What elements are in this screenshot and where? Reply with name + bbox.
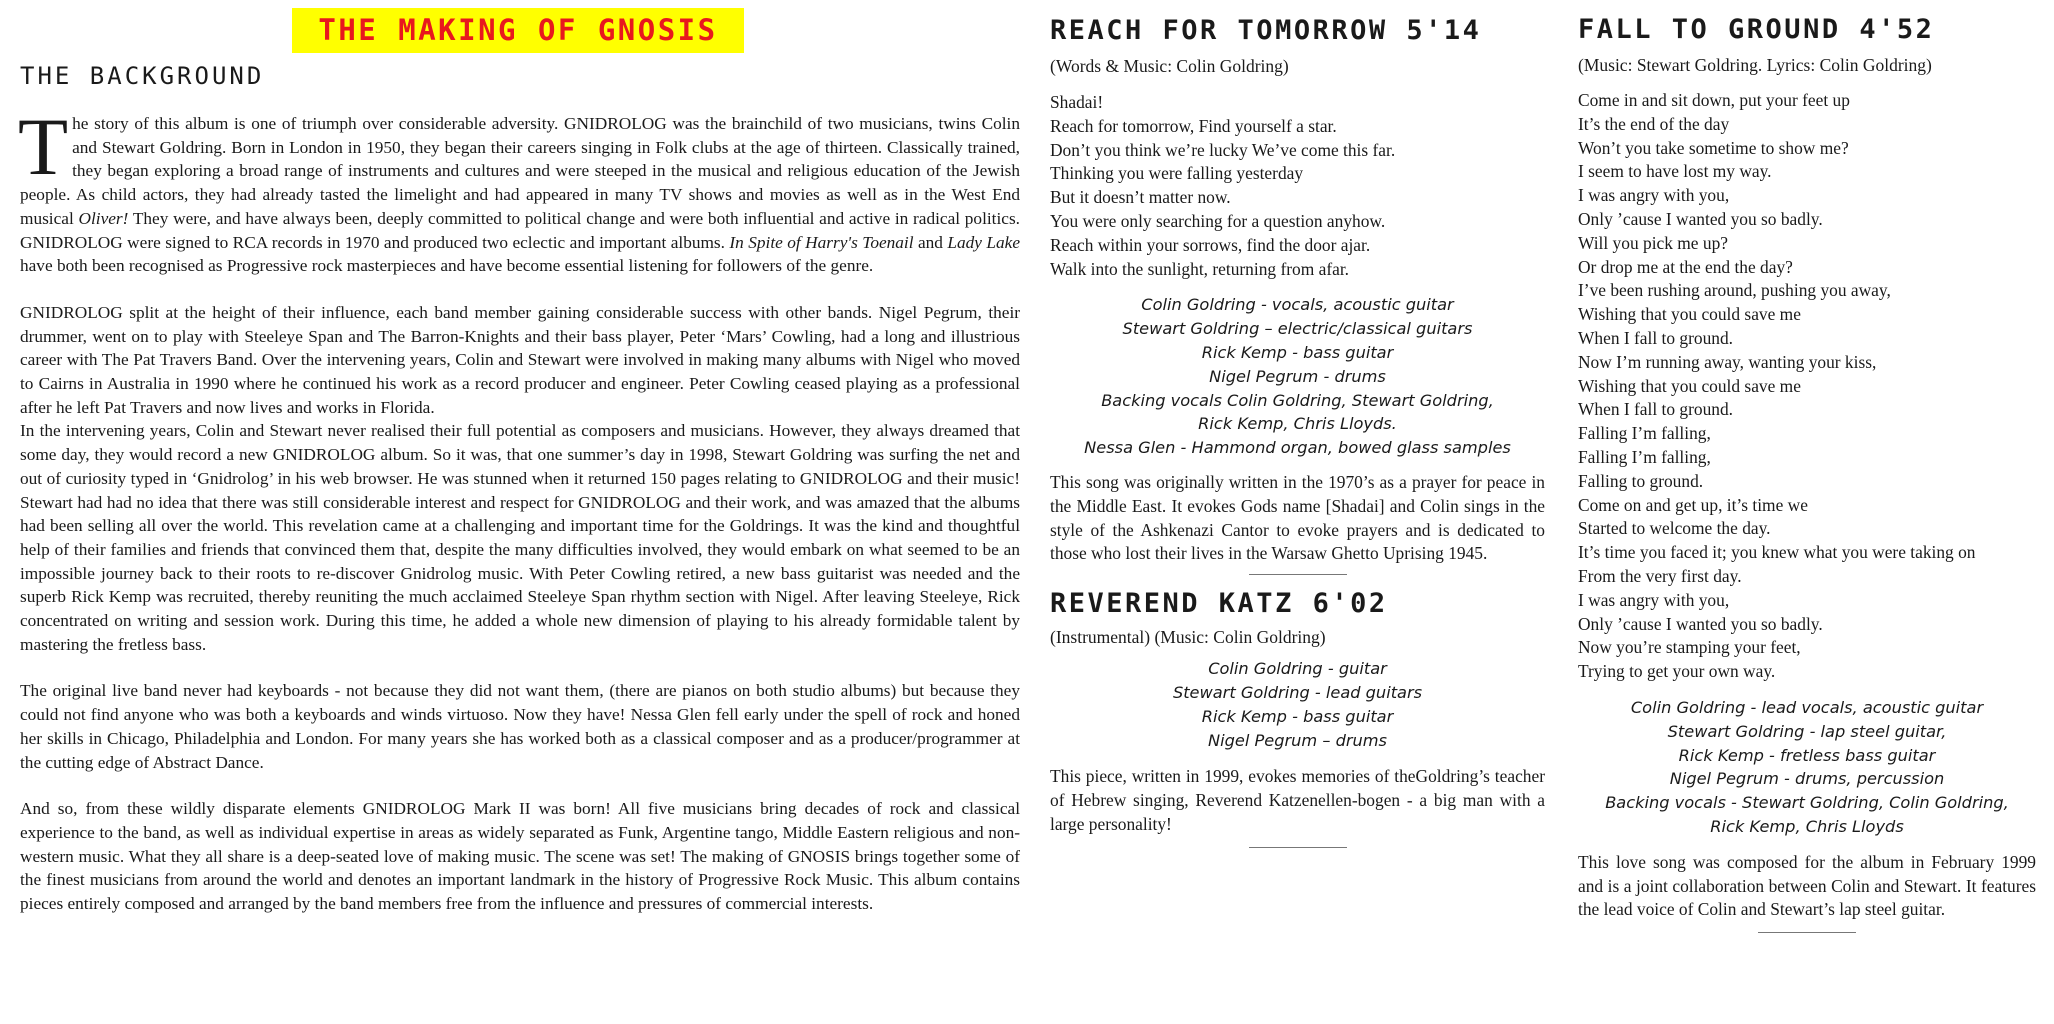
lyric-line: But it doesn’t matter now. xyxy=(1050,187,1231,208)
lyric-line: You were only searching for a question anyhow. xyxy=(1050,210,1386,231)
page-title: THE MAKING OF GNOSIS xyxy=(292,8,744,53)
album-title-1: In Spite of Harry's Toenail xyxy=(729,232,914,252)
background-paragraph-5: And so, from these wildly disparate elements GNIDROLOG Mark II was born! All five musicians bring decades of rock and classical experience to the band, as well as individual expertise in areas as widely separated as Funk, Argentine tango, Middle Eastern religious and non-western music. What they all share is a deep-seated love of making music. The scene was set! The making of GNOSIS brings together some of the finest musicians from around the world and denotes an important landmark in the history of Progressive Rock Music. This album contains pieces entirely composed and arranged by the band members free from the influence and pressures of commercial interests. xyxy=(20,799,1020,914)
lyric-line: Shadai! xyxy=(1050,92,1104,112)
lyric-line: Only ’cause I wanted you so badly. xyxy=(1578,613,1823,634)
lyric-line: When I fall to ground. xyxy=(1578,327,1734,348)
musician-credit: Rick Kemp - bass guitar xyxy=(1201,706,1394,726)
musician-credit: Rick Kemp, Chris Lloyds xyxy=(1710,816,1904,836)
lyric-line: I seem to have lost my way. xyxy=(1578,161,1772,182)
musician-credit: Nigel Pegrum - drums xyxy=(1209,366,1386,386)
lyric-line: Won’t you take sometime to show me? xyxy=(1578,137,1849,158)
lyric-line: Walk into the sunlight, returning from afar. xyxy=(1050,258,1350,279)
musician-credit: Colin Goldring - lead vocals, acoustic guitar xyxy=(1630,697,1984,717)
musician-credit: Colin Goldring - vocals, acoustic guitar xyxy=(1141,295,1454,315)
musician-credit: Nigel Pegrum - drums, percussion xyxy=(1669,769,1945,789)
lyric-line: Reach within your sorrows, find the door ajar. xyxy=(1050,234,1371,255)
p1-text-end: have both been recognised as Progressive rock masterpieces and have become essential listening for followers of the genre. xyxy=(20,256,874,276)
lyric-line: Come in and sit down, put your feet up xyxy=(1578,90,1850,110)
lyric-line: Trying to get your own way. xyxy=(1578,661,1776,682)
p1-conjunction: and xyxy=(913,232,948,252)
lyric-line: I was angry with you, xyxy=(1578,185,1730,206)
lyrics-reach xyxy=(1050,91,1545,281)
musical-title: Oliver! xyxy=(78,208,129,228)
p1-text: he story of this album is one of triumph over considerable adversity. GNIDROLOG was the brainchild of two musicians, twins Colin and Stewart Goldring. Born in London in 1950, they began their careers singing in Folk clubs at the age of thirteen. Classically trained, they began exploring a broad range of instruments and cultures and were steeped in the musical and religious education of the Jewish people. As child actors, they had already tasted the limelight and had appeared in many TV shows and movies as well as in the West End musical xyxy=(20,114,1020,228)
lyric-line: Will you pick me up? xyxy=(1578,232,1728,253)
section-divider xyxy=(1249,847,1347,848)
song-note-reach: This song was originally written in the 1970’s as a prayer for peace in the Middle East. It evokes Gods name [Shadai] and Colin sings in the style of the Ashkenazi Cantor to evoke prayers and is dedicated to those who lost their lives in the Warsaw Ghetto Uprising 1945. xyxy=(1050,471,1545,564)
background-paragraph-3: In the intervening years, Colin and Stewart never realised their full potential as composers and musicians. However, they always dreamed that some day, they would record a new GNIDROLOG album. So it was, that one summer’s day in 1998, Stewart Goldring was surfing the net and out of curiosity typed in ‘Gnidrolog’ in his web browser. He was stunned when it returned 150 pages relating to GNIDROLOG and their music! Stewart had had no idea that there was still considerable interest and respect for GNIDROLOG and their work, and was amazed that the albums had been selling all over the world. This revelation came at a challenging and important time for the Goldrings. It was the kind and thoughtful help of their families and friends that convinced them that, despite the many difficulties involved, they would embark on what seemed to be an impossible journey back to their roots to re-discover Gnidrolog music. With Peter Cowling retired, a new bass guitarist was needed and the superb Rick Kemp was recruited, thereby reuniting the much acclaimed Steeleye Span rhythm section with Nigel. After leaving Steeleye, Rick concentrated on writing and session work. During this time, he added a whole new dimension of playing to his already formidable talent by mastering the fretless bass. xyxy=(20,421,1020,654)
song-note-katz: This piece, written in 1999, evokes memories of theGoldring’s teacher of Hebrew singing, Reverend Katzenellen-bogen - a big man with a large personality! xyxy=(1050,766,1545,834)
lyric-line: Started to welcome the day. xyxy=(1578,518,1771,539)
lyric-line: Or drop me at the end the day? xyxy=(1578,256,1793,277)
section-divider xyxy=(1758,932,1856,933)
musician-credit: Backing vocals Colin Goldring, Stewart Goldring, xyxy=(1101,390,1494,410)
p1-text-mid: They were, and have always been, deeply committed to political change and were both influential and active in radical politics. GNIDROLOG were signed to RCA records in 1970 and produced two eclectic and important albums. xyxy=(20,208,1020,252)
lyric-line: Falling I’m falling, xyxy=(1578,446,1711,467)
background-paragraph-4: The original live band never had keyboards - not because they did not want them, (there are pianos on both studio albums) but because they could not find anyone who was both a keyboards and winds virtuoso. Now they have! Nessa Glen fell early under the spell of rock and honed her skills in Chicago, Philadelphia and London. For many years she has worked both as a classical composer and as a producer/programmer at the cutting edge of Abstract Dance. xyxy=(20,681,1020,772)
drop-cap: T xyxy=(18,101,69,192)
musicians-fall xyxy=(1578,696,2036,839)
section-divider xyxy=(1249,574,1347,575)
song-note-fall: This love song was composed for the album in February 1999 and is a joint collaboration between Colin and Stewart. It features the lead voice of Colin and Stewart’s lap steel guitar. xyxy=(1578,851,2036,920)
background-paragraph-2: GNIDROLOG split at the height of their influence, each band member gaining considerable success with other bands. Nigel Pegrum, their drummer, went on to play with Steeleye Span and The Barron-Knights and their bass player, Peter ‘Mars’ Cowling, had a long and illustrious career with The Pat Travers Band. Over the intervening years, Colin and Stewart were involved in making many albums with Nigel who moved to Cairns in Australia in 1990 where he continued his work as a record producer and engineer. Peter Cowling ceased playing as a professional after he left Pat Travers and now lives and works in Florida. xyxy=(20,302,1020,417)
lyric-line: Falling to ground. xyxy=(1578,470,1704,491)
musician-credit: Stewart Goldring - lap steel guitar, xyxy=(1667,721,1947,741)
lyric-line: Come on and get up, it’s time we xyxy=(1578,494,1808,515)
background-heading: THE BACKGROUND xyxy=(20,62,265,90)
songs-column-2 xyxy=(1578,0,2036,933)
musician-credit: Backing vocals - Stewart Goldring, Colin Goldring, xyxy=(1605,793,2009,813)
lyric-line: When I fall to ground. xyxy=(1578,399,1734,420)
background-column xyxy=(20,0,1020,916)
lyric-line: It’s time you faced it; you knew what you were taking on xyxy=(1578,542,1976,563)
musician-credit: Stewart Goldring – electric/classical guitars xyxy=(1122,319,1473,339)
lyric-line: Falling I’m falling, xyxy=(1578,423,1711,444)
musician-credit: Rick Kemp - fretless bass guitar xyxy=(1678,745,1936,765)
lyric-line: Now I’m running away, wanting your kiss, xyxy=(1578,351,1877,372)
musician-credit: Nessa Glen - Hammond organ, bowed glass samples xyxy=(1084,438,1511,458)
song-credit-fall: (Music: Stewart Goldring. Lyrics: Colin Goldring) xyxy=(1578,55,1932,75)
background-paragraph-1 xyxy=(18,101,1020,278)
song-title-reach: REACH FOR TOMORROW 5'14 xyxy=(1050,15,1482,46)
song-title-katz: REVEREND KATZ 6'02 xyxy=(1050,588,1388,620)
lyric-line: Thinking you were falling yesterday xyxy=(1050,163,1304,184)
lyrics-fall xyxy=(1578,89,2036,684)
album-title-2: Lady Lake xyxy=(947,232,1020,252)
musician-credit: Rick Kemp - bass guitar xyxy=(1201,342,1394,362)
lyric-line: Don’t you think we’re lucky We’ve come this far. xyxy=(1050,139,1396,160)
lyric-line: From the very first day. xyxy=(1578,565,1742,586)
song-title-fall: FALL TO GROUND 4'52 xyxy=(1578,14,1935,45)
lyric-line: I’ve been rushing around, pushing you away, xyxy=(1578,280,1891,301)
musician-credit: Nigel Pegrum – drums xyxy=(1208,730,1387,750)
lyric-line: Now you’re stamping your feet, xyxy=(1578,637,1801,658)
musician-credit: Colin Goldring - guitar xyxy=(1208,659,1387,679)
musicians-katz xyxy=(1050,657,1545,752)
musician-credit: Rick Kemp, Chris Lloyds. xyxy=(1198,414,1397,434)
songs-column-1 xyxy=(1050,0,1545,848)
song-credit-reach: (Words & Music: Colin Goldring) xyxy=(1050,56,1289,76)
lyric-line: Wishing that you could save me xyxy=(1578,304,1801,325)
lyric-line: Only ’cause I wanted you so badly. xyxy=(1578,208,1823,229)
lyric-line: Wishing that you could save me xyxy=(1578,375,1801,396)
song-credit-katz: (Instrumental) (Music: Colin Goldring) xyxy=(1050,627,1326,648)
lyric-line: It’s the end of the day xyxy=(1578,113,1730,134)
musician-credit: Stewart Goldring - lead guitars xyxy=(1172,682,1423,702)
lyric-line: Reach for tomorrow, Find yourself a star. xyxy=(1050,115,1337,136)
musicians-reach xyxy=(1050,293,1545,460)
lyric-line: I was angry with you, xyxy=(1578,589,1730,610)
